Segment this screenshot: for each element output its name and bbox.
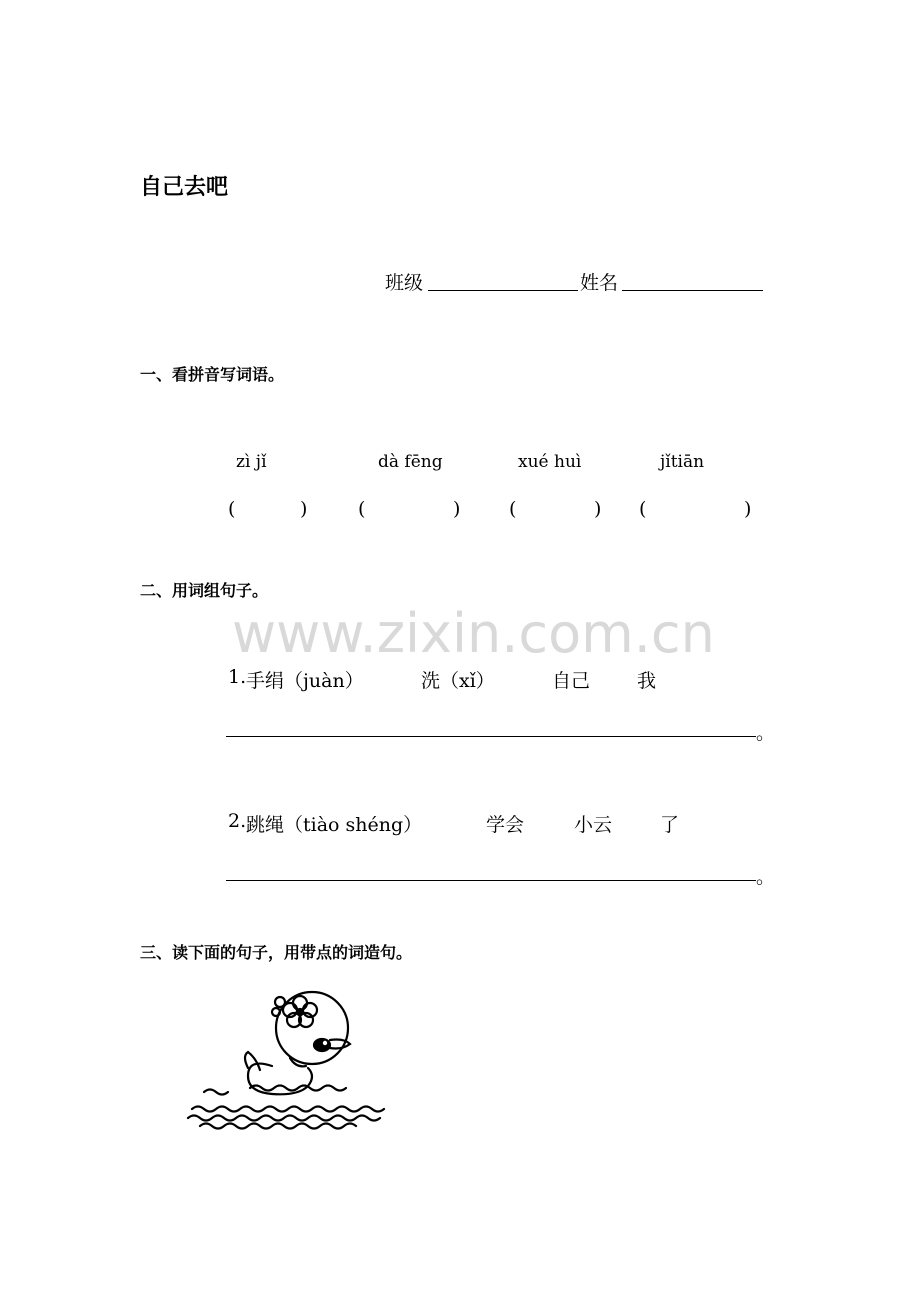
pinyin-2: dà fēng xyxy=(378,452,443,472)
q1-answer-line[interactable] xyxy=(226,736,756,737)
class-blank[interactable] xyxy=(428,290,578,291)
name-blank[interactable] xyxy=(622,290,763,291)
answer-4-open: ( xyxy=(639,498,647,520)
answer-2-open: ( xyxy=(358,498,366,520)
answer-1-open: ( xyxy=(228,498,236,520)
q2-word-4: 了 xyxy=(660,814,680,836)
class-label: 班级 xyxy=(385,272,424,294)
answer-3-close: ) xyxy=(594,498,602,520)
q1-number: 1. xyxy=(228,666,247,688)
pinyin-1: zì jǐ xyxy=(236,452,267,472)
section2-heading: 二、用词组句子。 xyxy=(140,581,269,600)
answer-2-close: ) xyxy=(453,498,461,520)
q2-answer-line[interactable] xyxy=(226,880,756,881)
q1-end-mark: 。 xyxy=(756,722,776,744)
q1-word-1: 手绢（juàn） xyxy=(246,670,364,692)
section1-heading: 一、看拼音写词语。 xyxy=(140,365,285,384)
q1-word-4: 我 xyxy=(637,670,657,692)
answer-1-close: ) xyxy=(300,498,308,520)
pinyin-3: xué huì xyxy=(518,452,582,472)
q2-word-2: 学会 xyxy=(486,814,525,836)
watermark: www.zixin.com.cn xyxy=(232,602,715,665)
q2-word-3: 小云 xyxy=(574,814,613,836)
pinyin-4: jǐtiān xyxy=(660,452,705,472)
q1-word-2: 洗（xǐ） xyxy=(421,670,495,692)
q2-end-mark: 。 xyxy=(756,866,776,888)
q2-word-1: 跳绳（tiào shéng） xyxy=(246,814,423,836)
answer-4-close: ) xyxy=(744,498,752,520)
name-label: 姓名 xyxy=(580,272,619,294)
q2-number: 2. xyxy=(228,810,247,832)
section3-heading: 三、读下面的句子，用带点的词造句。 xyxy=(140,943,413,962)
q1-word-3: 自己 xyxy=(552,670,591,692)
answer-3-open: ( xyxy=(509,498,517,520)
duck-illustration xyxy=(180,988,390,1138)
page-title: 自己去吧 xyxy=(140,175,229,200)
